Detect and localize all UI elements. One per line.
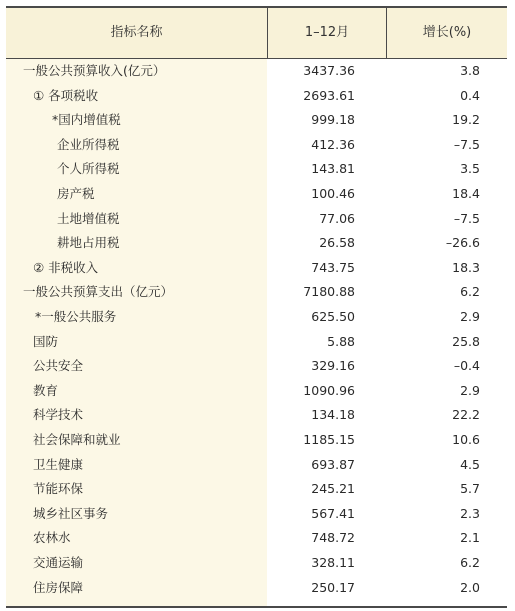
row-value: 2693.61 [303, 87, 355, 103]
row-name: 耕地占用税 [57, 235, 120, 251]
row-value: 245.21 [311, 481, 355, 497]
row-value: 77.06 [319, 210, 355, 226]
table-row [6, 502, 507, 527]
row-value: 143.81 [311, 161, 355, 177]
table-row [6, 305, 507, 330]
table-row [6, 84, 507, 109]
row-value: 3437.36 [303, 63, 355, 78]
row-value: 567.41 [311, 505, 355, 521]
row-name: 交通运输 [33, 555, 84, 570]
row-name: 卫生健康 [33, 456, 84, 472]
row-growth: –7.5 [453, 136, 480, 152]
row-value: 5.88 [327, 333, 355, 349]
row-name: ② 非税收入 [33, 259, 99, 275]
row-value: 743.75 [311, 259, 355, 275]
row-name: 土地增值税 [57, 210, 120, 226]
row-name: 住房保障 [33, 579, 84, 595]
row-name: 科学技术 [33, 407, 84, 423]
row-name: 农林水 [33, 530, 71, 546]
header-indicator-name: 指标名称 [6, 8, 268, 58]
row-growth: 3.5 [460, 161, 480, 177]
header-period: 1–12月 [268, 8, 387, 58]
table-header [6, 8, 507, 59]
table-row [6, 551, 507, 576]
row-growth: 25.8 [452, 333, 480, 349]
row-name: ① 各项税收 [33, 87, 99, 103]
row-name: 企业所得税 [57, 136, 120, 152]
row-growth: –0.4 [453, 358, 480, 374]
table-row [6, 133, 507, 158]
row-name: 节能环保 [33, 481, 84, 497]
row-growth: 0.4 [460, 87, 480, 103]
row-name: 社会保障和就业 [33, 432, 121, 447]
row-growth: 18.3 [452, 259, 480, 275]
table-row [6, 403, 507, 428]
table-row [6, 330, 507, 355]
row-name: 一般公共预算收入(亿元） [23, 63, 166, 78]
row-growth: 2.3 [460, 505, 480, 521]
table-row [6, 108, 507, 133]
table-row [6, 477, 507, 502]
row-growth: 2.9 [460, 309, 480, 324]
row-growth: 22.2 [452, 407, 480, 423]
row-value: 1090.96 [303, 382, 355, 398]
table-row [6, 453, 507, 478]
row-name: 城乡社区事务 [33, 505, 109, 521]
row-value: 999.18 [311, 112, 355, 128]
row-growth: 5.7 [460, 481, 480, 497]
row-growth: 2.9 [460, 382, 480, 398]
row-name: 公共安全 [33, 358, 84, 374]
row-value: 1185.15 [303, 432, 355, 447]
row-value: 748.72 [311, 530, 355, 546]
table-row [6, 354, 507, 379]
row-value: 100.46 [311, 186, 355, 201]
row-growth: 2.0 [460, 579, 480, 595]
table-row [6, 379, 507, 404]
row-growth: 10.6 [452, 432, 480, 447]
row-name: *国内增值税 [52, 112, 121, 128]
row-name: 个人所得税 [57, 161, 120, 177]
table-row [6, 526, 507, 551]
row-value: 134.18 [311, 407, 355, 423]
row-value: 329.16 [311, 358, 355, 374]
header-growth: 增长(%) [422, 25, 472, 40]
row-growth: –26.6 [445, 235, 480, 251]
table-row [6, 231, 507, 256]
row-value: 26.58 [319, 235, 355, 251]
table-row [6, 182, 507, 207]
row-value: 328.11 [311, 555, 355, 570]
row-growth: –7.5 [453, 210, 480, 226]
table-bottom-border [6, 606, 507, 608]
table-row [6, 428, 507, 453]
row-growth: 6.2 [460, 284, 480, 300]
row-value: 693.87 [311, 456, 355, 472]
row-name: 国防 [33, 333, 59, 349]
table-row [6, 280, 507, 305]
row-name: 房产税 [57, 186, 95, 201]
table-row [6, 59, 507, 84]
row-growth: 2.1 [460, 530, 480, 546]
row-value: 412.36 [311, 136, 355, 152]
row-value: 625.50 [311, 309, 355, 324]
row-value: 7180.88 [303, 284, 355, 300]
row-growth: 18.4 [452, 186, 480, 201]
row-growth: 19.2 [452, 112, 480, 128]
row-growth: 3.8 [460, 63, 480, 78]
row-name: 一般公共预算支出（亿元） [23, 284, 174, 300]
table-row [6, 157, 507, 182]
row-growth: 6.2 [460, 555, 480, 570]
row-name: *一般公共服务 [35, 309, 117, 324]
row-value: 250.17 [311, 579, 355, 595]
table-row [6, 207, 507, 232]
table-row [6, 576, 507, 601]
row-growth: 4.5 [460, 456, 480, 472]
table-row [6, 256, 507, 281]
row-name: 教育 [33, 382, 59, 398]
